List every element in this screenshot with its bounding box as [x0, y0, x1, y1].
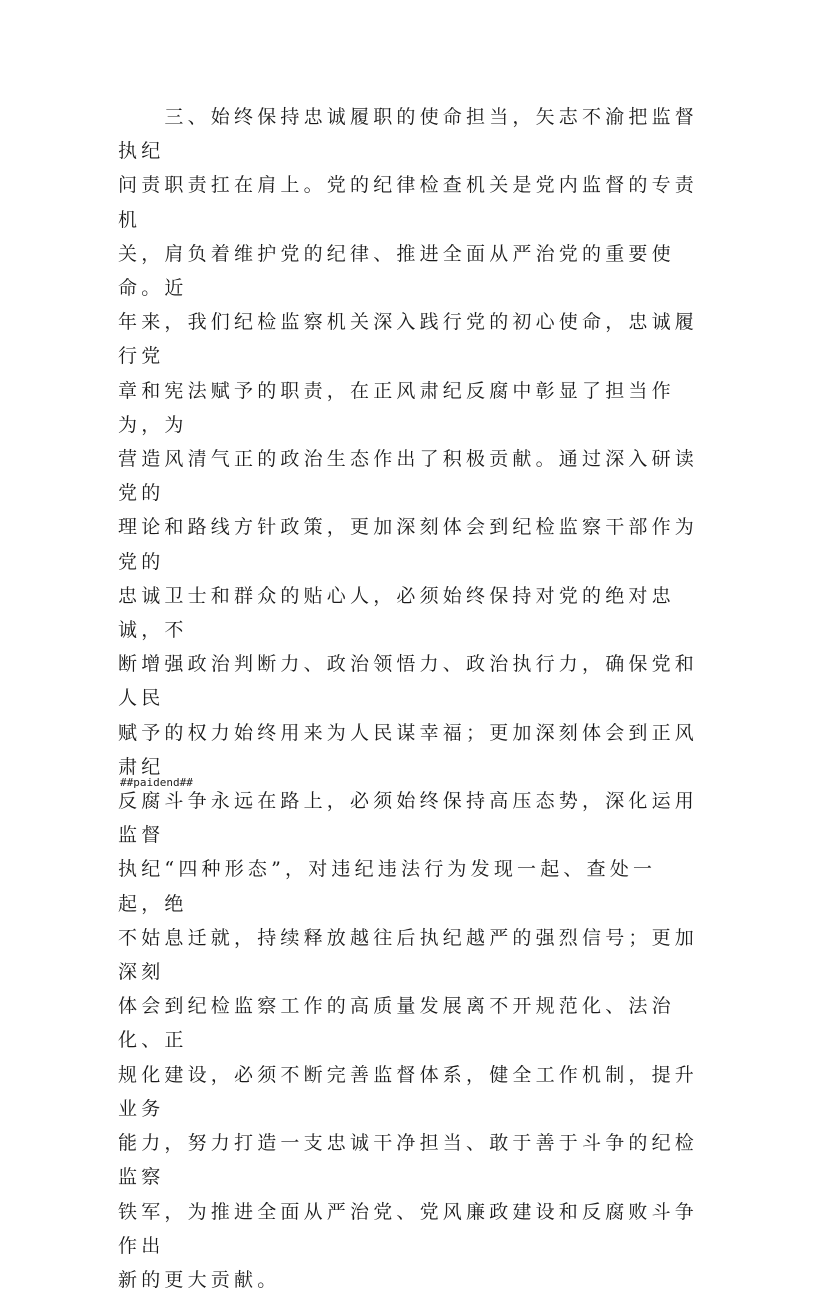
body-paragraph: 三、始终保持忠诚履职的使命担当，矢志不渝把监督执纪 问责职责扛在肩上。党的纪律检查机关是党内监督的专责机 关，肩负着维护党的纪律、推进全面从严治党的重要使命。近 年来，我们纪检监察机关深入践行党的初心使命，忠诚履行党 章和宪法赋予的职责，在正风肃纪反腐中彰显了担当作为，为 营造风清气正的政治生态作出了积极贡献。通过深入研读党的 理论和路线方针政策，更加深刻体会到纪检监察干部作为党的 忠诚卫士和群众的贴心人，必须始终保持对党的绝对忠诚，不 断增强政治判断力、政治领悟力、政治执行力，确保党和人民 赋予的权力始终用来为人民谋幸福；更加深刻体会到正风肃纪 反腐斗争永远在路上，必须始终保持高压态势，深化运用监督 执纪“四种形态”，对违纪违法行为发现一起、查处一起，绝 不姑息迁就，持续释放越往后执纪越严的强烈信号；更加深刻 体会到纪检监察工作的高质量发展离不开规范化、法治化、正 规化建设，必须不断完善监督体系，健全工作机制，提升业务 能力，努力打造一支忠诚干净担当、敢于善于斗争的纪检监察 铁军，为推进全面从严治党、党风廉政建设和反腐败斗争作出 新的更大贡献。: [118, 106, 699, 1291]
paid-end-marker: ##paidend##: [120, 776, 193, 789]
